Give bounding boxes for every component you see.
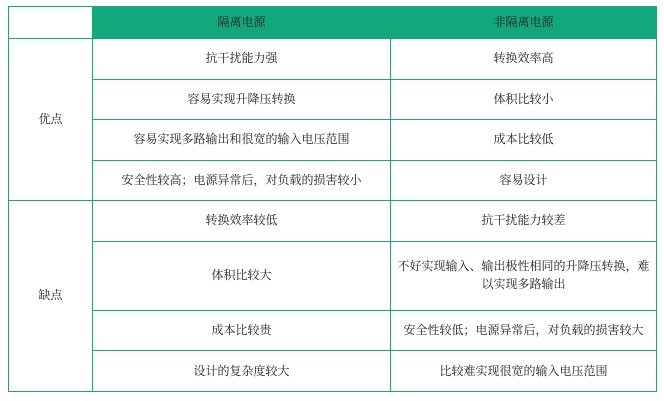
cell-non-isolated: 比较难实现很宽的输入电压范围 <box>391 351 657 392</box>
table-row <box>9 241 657 310</box>
table-header <box>9 7 657 39</box>
cell-isolated: 设计的复杂度较大 <box>93 351 391 392</box>
cell-isolated: 安全性较高；电源异常后，对负载的损害较小 <box>93 160 391 201</box>
table-row <box>9 351 657 392</box>
table-row <box>9 39 657 80</box>
header-cell-corner <box>9 7 93 39</box>
row-group-label-disadvantages: 缺点 <box>9 201 93 392</box>
cell-non-isolated: 不好实现输入、输出极性相同的升降压转换，难以实现多路输出 <box>391 241 657 310</box>
table-row <box>9 310 657 351</box>
header-cell-non-isolated: 非隔离电源 <box>391 7 657 39</box>
cell-isolated: 体积比较大 <box>93 241 391 310</box>
header-cell-isolated: 隔离电源 <box>93 7 391 39</box>
cell-non-isolated: 体积比较小 <box>391 79 657 120</box>
table-header-row <box>9 7 657 39</box>
cell-non-isolated: 成本比较低 <box>391 120 657 161</box>
cell-non-isolated: 容易设计 <box>391 160 657 201</box>
cell-non-isolated: 抗干扰能力较差 <box>391 201 657 242</box>
cell-isolated: 转换效率较低 <box>93 201 391 242</box>
cell-isolated: 容易实现升降压转换 <box>93 79 391 120</box>
cell-isolated: 容易实现多路输出和很宽的输入电压范围 <box>93 120 391 161</box>
cell-non-isolated: 转换效率高 <box>391 39 657 80</box>
row-group-label-advantages: 优点 <box>9 39 93 201</box>
table-row <box>9 160 657 201</box>
cell-isolated: 成本比较贵 <box>93 310 391 351</box>
power-supply-comparison-table <box>8 6 657 392</box>
table-row <box>9 79 657 120</box>
table-row <box>9 120 657 161</box>
table-row <box>9 201 657 242</box>
cell-isolated: 抗干扰能力强 <box>93 39 391 80</box>
cell-non-isolated: 安全性较低；电源异常后，对负载的损害较大 <box>391 310 657 351</box>
table-body <box>9 39 657 392</box>
